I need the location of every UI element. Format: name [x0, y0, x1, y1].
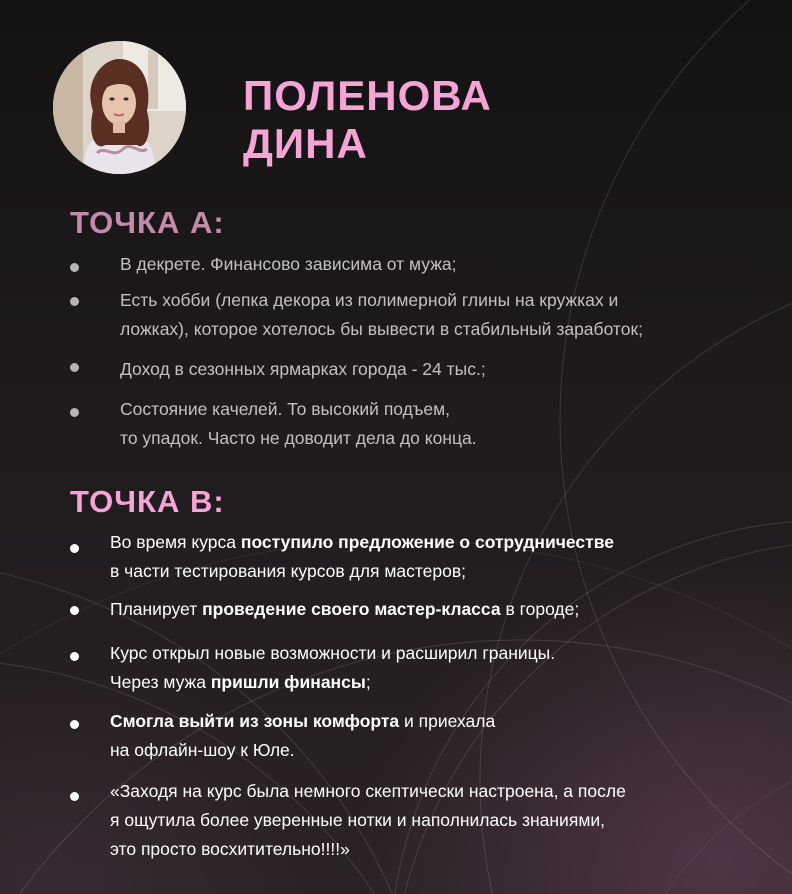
item-line [110, 595, 579, 624]
item-text: Во время курса [110, 532, 241, 552]
item-line: то упадок. Часто не доводит дела до конца. [120, 428, 477, 448]
point-a-item [120, 395, 477, 453]
point-a-item [120, 355, 486, 384]
bullet-dot-icon [70, 263, 79, 272]
person-name [243, 72, 492, 168]
bullet-dot-icon [70, 792, 79, 801]
bullet-dot-icon [70, 544, 79, 553]
item-line: в части тестирования курсов для мастеров; [110, 561, 467, 581]
item-highlight: Смогла выйти из зоны комфорта [110, 711, 400, 731]
bullet-dot-icon [70, 720, 79, 729]
item-line: ложках), которое хотелось бы вывести в стабильный заработок; [120, 319, 643, 339]
item-line [110, 668, 555, 697]
item-text: ; [365, 672, 371, 692]
bullet-dot-icon [70, 408, 79, 417]
name-second-line: ДИНА [243, 120, 368, 167]
item-text: Планирует [110, 599, 203, 619]
item-highlight: пришли финансы [210, 672, 366, 692]
point-b-item [110, 639, 555, 697]
point-b-item [110, 528, 614, 586]
point-b-heading: ТОЧКА В: [70, 484, 225, 519]
item-line: Есть хобби (лепка декора из полимерной глины на кружках и [120, 290, 619, 310]
bullet-dot-icon [70, 606, 79, 615]
item-highlight: проведение своего мастер-класса [202, 599, 501, 619]
item-text: в городе; [500, 599, 580, 619]
item-line: Доход в сезонных ярмарках города - 24 тыс.; [120, 359, 486, 379]
portrait-photo [53, 41, 186, 174]
bullet-dot-icon [70, 297, 79, 306]
item-line: это просто восхитительно!!!!» [110, 839, 350, 859]
item-text: Через мужа [110, 672, 211, 692]
item-line: «Заходя на курс была немного скептически настроена, а после [110, 781, 626, 801]
bullet-dot-icon [70, 363, 79, 372]
point-b-item-quote [110, 777, 626, 864]
item-line: я ощутила более уверенные нотки и наполнилась знаниями, [110, 810, 605, 830]
item-line [110, 707, 495, 736]
item-highlight: поступило предложение о сотрудничестве [240, 532, 614, 552]
bullet-dot-icon [70, 652, 79, 661]
point-b-item [110, 707, 495, 765]
item-line: на офлайн-шоу к Юле. [110, 740, 295, 760]
point-a-item [120, 250, 457, 279]
item-line: Курс открыл новые возможности и расширил границы. [110, 643, 556, 663]
point-a-heading: ТОЧКА А: [70, 205, 225, 240]
item-text: и приехала [399, 711, 496, 731]
point-a-item [120, 286, 643, 344]
name-first-line: ПОЛЕНОВА [243, 72, 492, 119]
avatar [53, 41, 186, 174]
item-line: В декрете. Финансово зависима от мужа; [120, 254, 457, 274]
item-line: Состояние качелей. То высокий подъем, [120, 399, 451, 419]
point-b-item [110, 595, 579, 624]
item-line [110, 528, 614, 557]
